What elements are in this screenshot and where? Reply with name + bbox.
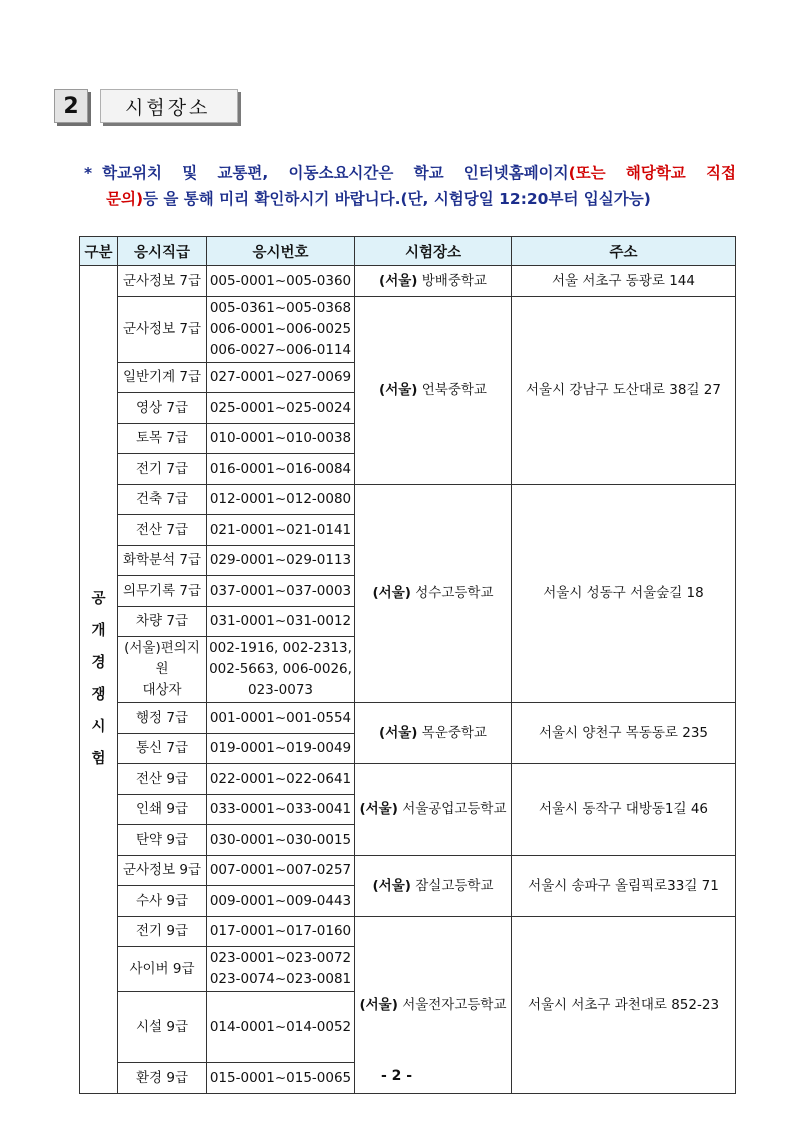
exam-place-cell: [355, 855, 512, 916]
exam-number: 023-0001~023-0072: [209, 950, 352, 966]
grade-cell: 일반기계 7급: [118, 362, 207, 393]
exam-place-cell: [355, 296, 512, 484]
grade-cell: [118, 637, 207, 703]
grade-cell: 전기 7급: [118, 454, 207, 485]
grade-cell: 토목 7급: [118, 423, 207, 454]
table-row: [80, 484, 736, 515]
header-place: 시험장소: [355, 237, 512, 266]
place-region: (서울): [372, 585, 411, 602]
exam-number: 010-0001~010-0038: [209, 430, 352, 447]
category-cell: [80, 266, 118, 1094]
exam-number: 027-0001~027-0069: [209, 369, 352, 386]
category-char: 공: [91, 591, 106, 608]
grade-cell: 전산 7급: [118, 515, 207, 546]
category-char: 개: [91, 623, 106, 640]
exam-place-cell: [355, 703, 512, 764]
exam-place-cell: [355, 916, 512, 1093]
place-region: (서울): [379, 725, 418, 741]
exam-number-cell: [207, 764, 355, 795]
header-address: 주소: [512, 237, 736, 266]
table-row: [80, 855, 736, 886]
exam-number-cell: [207, 637, 355, 703]
notice-line-2: [84, 186, 736, 212]
exam-number-cell: [207, 825, 355, 856]
exam-number-cell: [207, 606, 355, 637]
place-region: (서울): [359, 996, 398, 1013]
section-number: 2: [54, 89, 88, 123]
exam-number: 005-0001~005-0360: [209, 272, 352, 289]
exam-number: 009-0001~009-0443: [209, 892, 352, 909]
exam-number: 014-0001~014-0052: [209, 1019, 352, 1035]
exam-number-cell: [207, 886, 355, 917]
place-name: 서울전자고등학교: [402, 996, 507, 1013]
exam-place-cell: [355, 266, 512, 297]
place-region: (서울): [372, 877, 411, 894]
category-char: 쟁: [91, 687, 106, 704]
table-row: [80, 916, 736, 947]
notice-part-3: 문의): [106, 190, 144, 208]
exam-number: 023-0074~023-0081: [209, 971, 352, 987]
exam-number-cell: [207, 454, 355, 485]
address-cell: 서울시 성동구 서울숲길 18: [512, 484, 736, 703]
exam-number-cell: [207, 733, 355, 764]
grade-cell: 환경 9급: [118, 1063, 207, 1094]
notice-part-4: 등 을 통해 미리 확인하시기 바랍니다.(단, 시험당일 12:20부터 입실가능): [143, 190, 651, 208]
exam-number: 007-0001~007-0257: [209, 862, 352, 879]
grade-cell: 영상 7급: [118, 393, 207, 424]
exam-number: 019-0001~019-0049: [209, 740, 352, 757]
grade-cell: 전기 9급: [118, 916, 207, 947]
place-name: 목운중학교: [421, 725, 487, 741]
grade-cell: 건축 7급: [118, 484, 207, 515]
exam-number: 006-0001~006-0025: [209, 320, 352, 337]
place-name: 서울공업고등학교: [402, 801, 507, 818]
exam-number-cell: [207, 794, 355, 825]
exam-number-cell: [207, 576, 355, 607]
section-header: [54, 89, 244, 129]
exam-number-cell: [207, 703, 355, 734]
grade-cell: 군사정보 7급: [118, 296, 207, 362]
section-title: 시험장소: [100, 89, 238, 123]
notice-part-2: (또는 해당학교 직접: [568, 164, 736, 182]
header-number: 응시번호: [207, 237, 355, 266]
grade-cell: 의무기록 7급: [118, 576, 207, 607]
place-region: (서울): [379, 382, 418, 398]
exam-number-cell: [207, 545, 355, 576]
notice-bullet: *: [84, 164, 93, 182]
table-row: [80, 703, 736, 734]
exam-place-cell: [355, 484, 512, 703]
address-cell: 서울시 양천구 목동동로 235: [512, 703, 736, 764]
notice-text: [84, 160, 736, 212]
exam-number-cell: [207, 515, 355, 546]
exam-number: 023-0073: [248, 682, 313, 698]
category-char: 험: [91, 751, 106, 768]
table-body: [80, 266, 736, 1094]
category-char: 경: [91, 655, 106, 672]
grade-cell: 화학분석 7급: [118, 545, 207, 576]
table-header-row: [80, 237, 736, 266]
exam-number-cell: [207, 296, 355, 362]
exam-number: 001-0001~001-0554: [209, 709, 352, 726]
address-cell: 서울시 송파구 올림픽로33길 71: [512, 855, 736, 916]
exam-number: 006-0027~006-0114: [209, 341, 352, 358]
exam-number: 015-0001~015-0065: [209, 1069, 352, 1086]
table-row: [80, 266, 736, 297]
grade-line: 대상자: [142, 682, 182, 698]
grade-cell: 행정 7급: [118, 703, 207, 734]
category-char: 시: [91, 719, 106, 736]
grade-cell: 군사정보 9급: [118, 855, 207, 886]
exam-number: 017-0001~017-0160: [209, 923, 352, 940]
exam-number: 021-0001~021-0141: [209, 521, 352, 538]
exam-number: 033-0001~033-0041: [209, 801, 352, 818]
address-cell: 서울 서초구 동광로 144: [512, 266, 736, 297]
place-name: 잠실고등학교: [415, 877, 494, 894]
address-cell: 서울시 강남구 도산대로 38길 27: [512, 296, 736, 484]
place-name: 성수고등학교: [415, 585, 494, 602]
grade-cell: 사이버 9급: [118, 947, 207, 992]
exam-place-cell: [355, 764, 512, 856]
exam-number-cell: [207, 484, 355, 515]
exam-number: 030-0001~030-0015: [209, 831, 352, 848]
place-name: 방배중학교: [421, 272, 487, 289]
exam-number-cell: [207, 916, 355, 947]
exam-number-cell: [207, 855, 355, 886]
exam-number-cell: [207, 393, 355, 424]
place-region: (서울): [379, 272, 418, 289]
notice-part-1: 학교위치 및 교통편, 이동소요시간은 학교 인터넷홈페이지: [102, 164, 569, 182]
exam-number-cell: [207, 423, 355, 454]
exam-location-table: [79, 236, 736, 1094]
header-grade: 응시직급: [118, 237, 207, 266]
exam-number: 025-0001~025-0024: [209, 399, 352, 416]
grade-cell: 차량 7급: [118, 606, 207, 637]
place-region: (서울): [359, 801, 398, 818]
grade-cell: 군사정보 7급: [118, 266, 207, 297]
exam-number: 002-1916, 002-2313,: [209, 640, 352, 656]
grade-cell: 전산 9급: [118, 764, 207, 795]
exam-number: 031-0001~031-0012: [209, 613, 352, 630]
exam-number-cell: [207, 992, 355, 1063]
grade-cell: 통신 7급: [118, 733, 207, 764]
grade-cell: 탄약 9급: [118, 825, 207, 856]
address-cell: 서울시 동작구 대방동1길 46: [512, 764, 736, 856]
exam-number-cell: [207, 266, 355, 297]
grade-line: (서울)편의지원: [124, 640, 200, 677]
address-cell: 서울시 서초구 과천대로 852-23: [512, 916, 736, 1093]
table-row: [80, 764, 736, 795]
exam-number: 029-0001~029-0113: [209, 552, 352, 569]
exam-number: 022-0001~022-0641: [209, 770, 352, 787]
exam-number: 037-0001~037-0003: [209, 582, 352, 599]
exam-number: 012-0001~012-0080: [209, 491, 352, 508]
exam-number-cell: [207, 947, 355, 992]
grade-cell: 수사 9급: [118, 886, 207, 917]
page-number: - 2 -: [380, 1068, 413, 1084]
exam-number-cell: [207, 362, 355, 393]
place-name: 언북중학교: [421, 382, 487, 398]
header-category: 구분: [80, 237, 118, 266]
table-row: [80, 296, 736, 362]
grade-cell: 시설 9급: [118, 992, 207, 1063]
exam-number: 005-0361~005-0368: [209, 299, 352, 316]
grade-cell: 인쇄 9급: [118, 794, 207, 825]
exam-number: 016-0001~016-0084: [209, 460, 352, 477]
exam-number: 002-5663, 006-0026,: [209, 661, 352, 677]
